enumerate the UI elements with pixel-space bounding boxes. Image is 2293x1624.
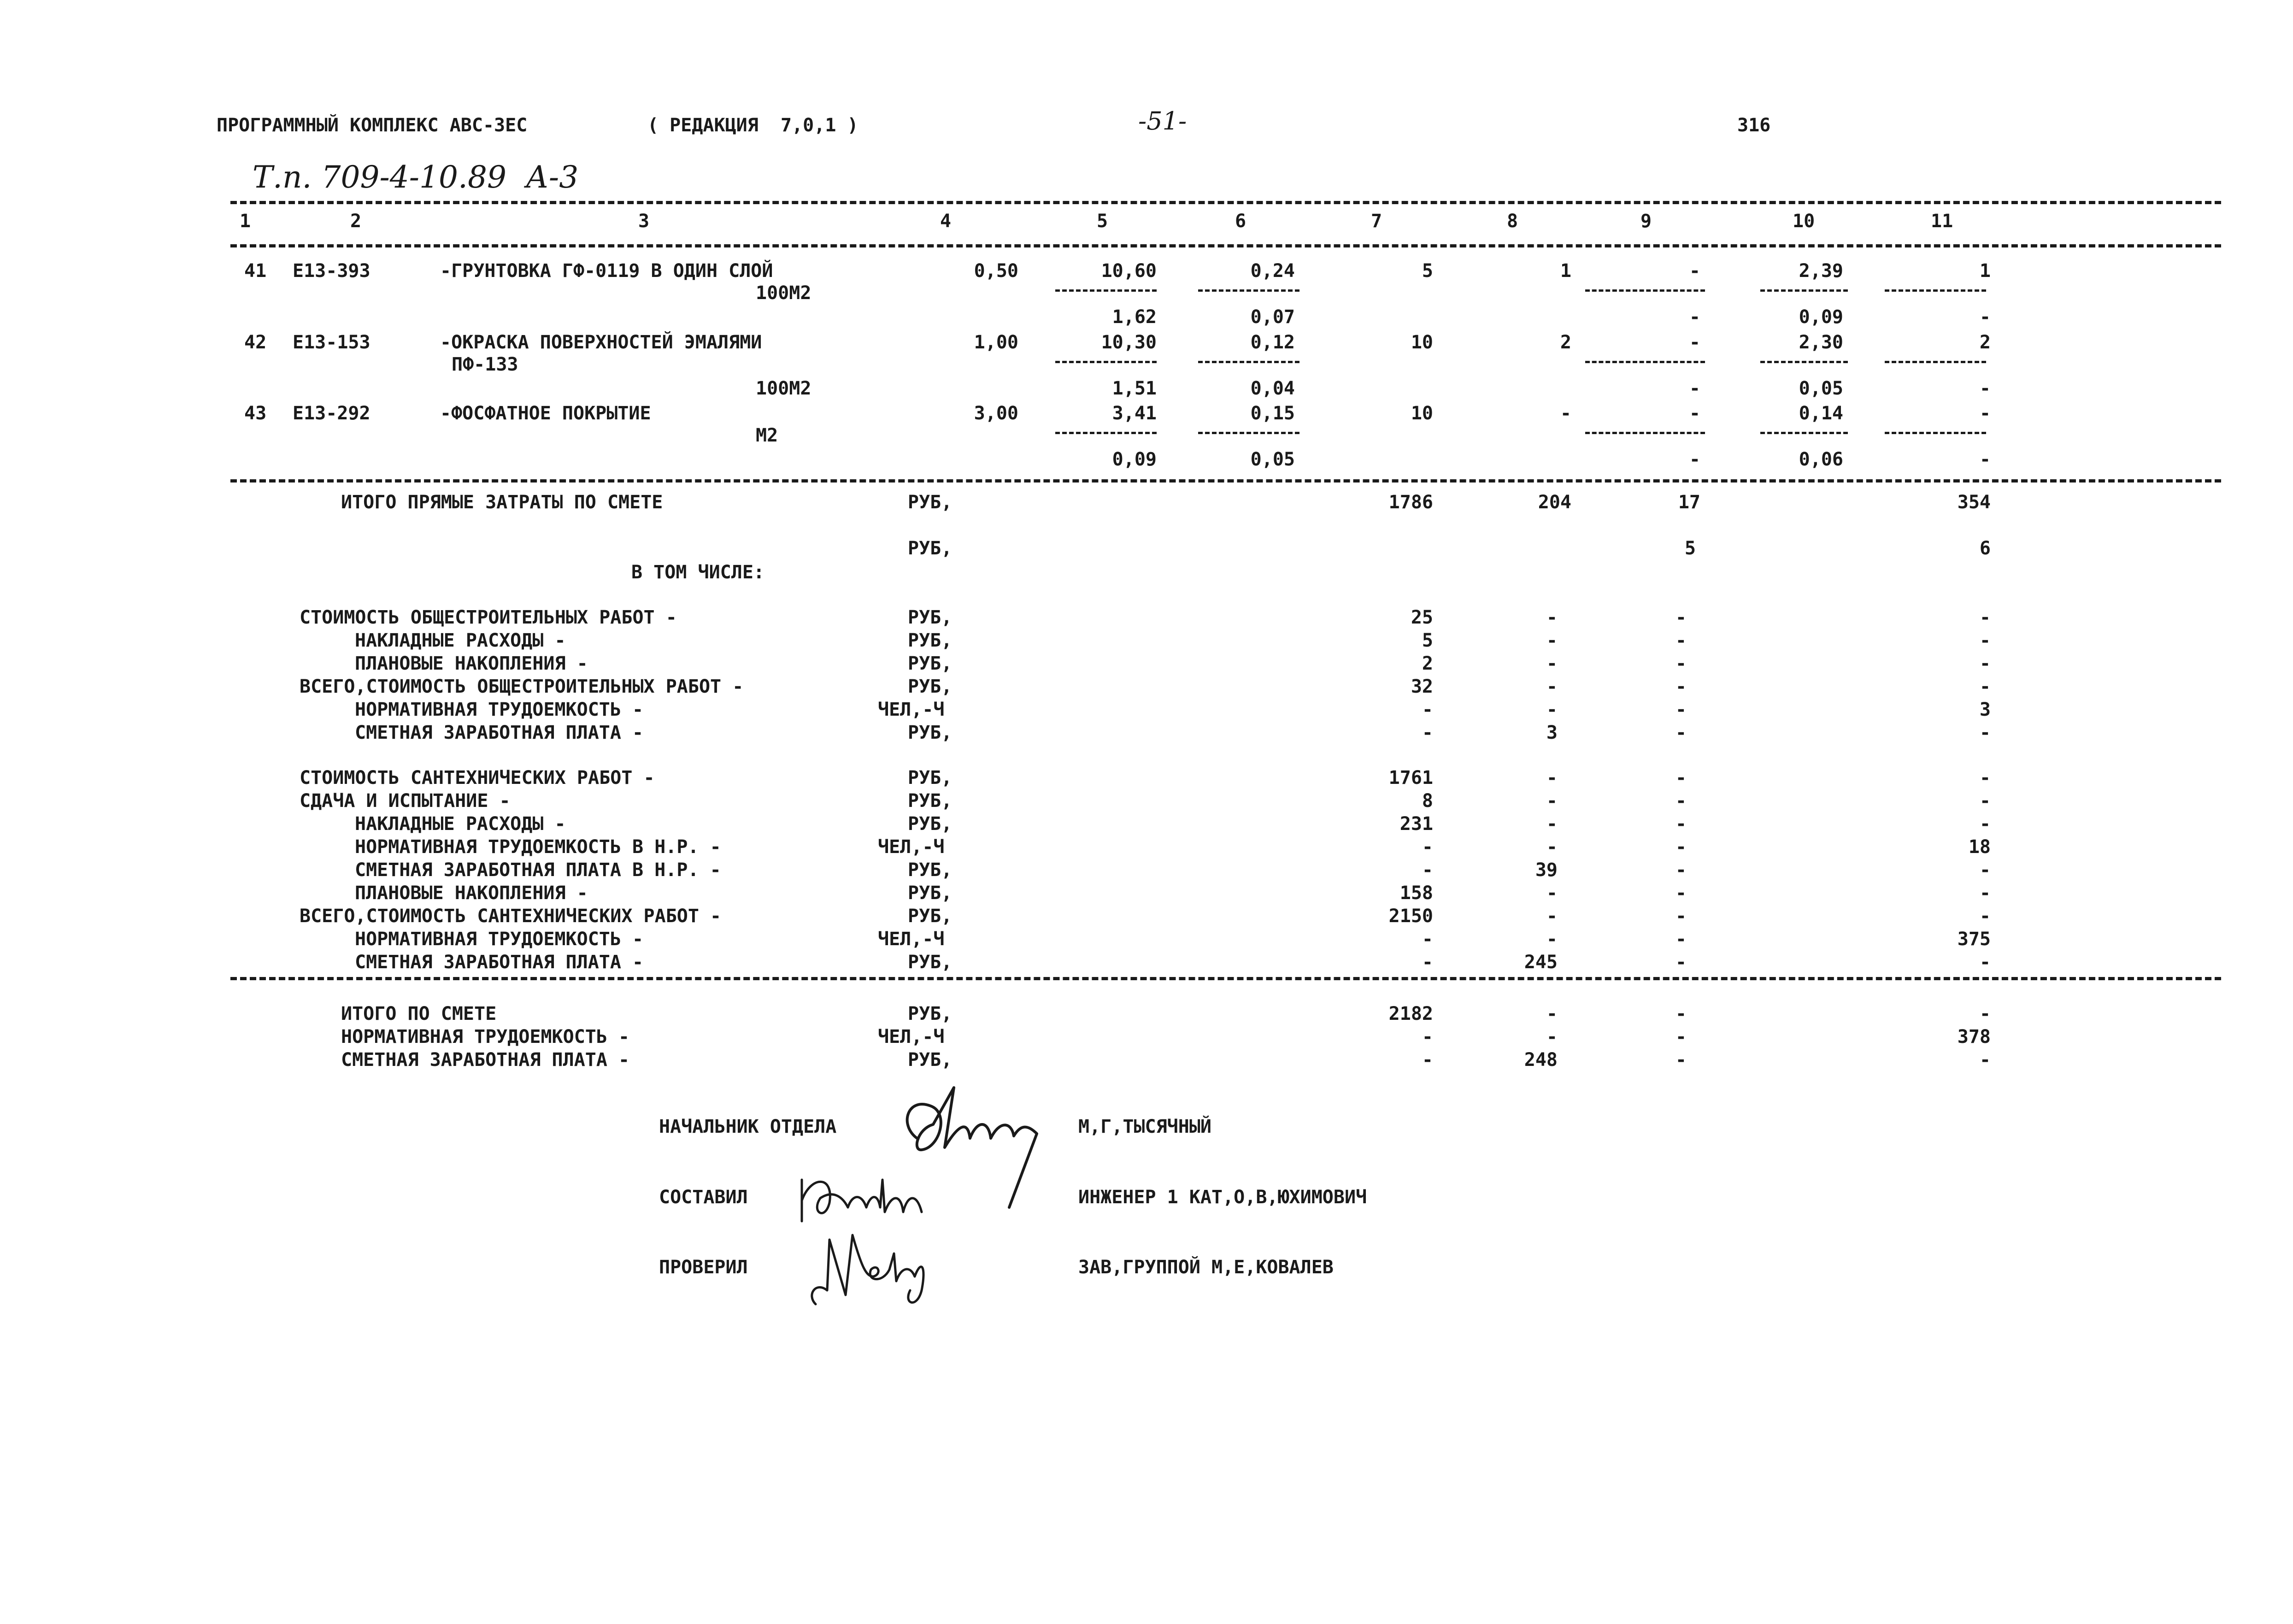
summary-c11: 3 bbox=[1979, 699, 1991, 720]
value-c6: 0,24 bbox=[1250, 260, 1295, 282]
sub-value-s9: - bbox=[1689, 306, 1700, 328]
cell-rule bbox=[1760, 289, 1848, 292]
summary-c9: - bbox=[1675, 813, 1687, 835]
summary-c11: - bbox=[1979, 813, 1991, 835]
row-number: 43 bbox=[244, 403, 267, 424]
summary-c8: - bbox=[1546, 607, 1558, 628]
summary-c7: - bbox=[1422, 952, 1433, 973]
summary-label: НОРМАТИВНАЯ ТРУДОЕМКОСТЬ В Н.Р. - bbox=[355, 836, 721, 858]
edition-label: ( РЕДАКЦИЯ 7,0,1 ) bbox=[647, 115, 858, 136]
direct-total-unit: РУБ, bbox=[908, 492, 952, 513]
cell-rule bbox=[1760, 432, 1848, 434]
summary-label: ПЛАНОВЫЕ НАКОПЛЕНИЯ - bbox=[355, 653, 588, 674]
signature-compiled bbox=[793, 1161, 931, 1230]
summary-c9: - bbox=[1675, 722, 1687, 743]
value-c11: 2 bbox=[1979, 332, 1991, 353]
sub-value-s6: 0,04 bbox=[1250, 378, 1295, 399]
summary-c9: - bbox=[1675, 952, 1687, 973]
summary-label: СМЕТНАЯ ЗАРАБОТНАЯ ПЛАТА - bbox=[355, 722, 644, 743]
value-c4: 1,00 bbox=[974, 332, 1018, 353]
summary-label: СТОИМОСТЬ ОБЩЕСТРОИТЕЛЬНЫХ РАБОТ - bbox=[300, 607, 677, 628]
summary-c7: - bbox=[1422, 859, 1433, 881]
row-number: 41 bbox=[244, 260, 267, 282]
summary-c11: 18 bbox=[1968, 836, 1991, 858]
summary-label: НОРМАТИВНАЯ ТРУДОЕМКОСТЬ - bbox=[355, 699, 644, 720]
summary-c8: - bbox=[1546, 883, 1558, 904]
summary-unit: РУБ, bbox=[908, 906, 952, 927]
column-number: 9 bbox=[1640, 211, 1652, 232]
unit: М2 bbox=[756, 425, 778, 446]
summary-unit: РУБ, bbox=[908, 676, 952, 697]
summary-unit: ЧЕЛ,-Ч bbox=[878, 836, 945, 858]
summary-c7: 32 bbox=[1411, 676, 1433, 697]
summary-unit: РУБ, bbox=[908, 859, 952, 881]
value-c8: - bbox=[1560, 403, 1571, 424]
cell-rule bbox=[1055, 432, 1157, 434]
summary-c7: 2182 bbox=[1388, 1003, 1433, 1024]
value-c7: 5 bbox=[1422, 260, 1433, 282]
summary-c11: - bbox=[1979, 1049, 1991, 1071]
summary-label: СМЕТНАЯ ЗАРАБОТНАЯ ПЛАТА В Н.Р. - bbox=[355, 859, 721, 881]
including-label: В ТОМ ЧИСЛЕ: bbox=[631, 562, 764, 583]
cell-rule bbox=[1198, 289, 1299, 292]
sub-value-s11: - bbox=[1979, 306, 1991, 328]
column-number: 5 bbox=[1097, 211, 1108, 232]
summary-c9: - bbox=[1675, 883, 1687, 904]
value-c7: 10 bbox=[1411, 403, 1433, 424]
summary-c9: - bbox=[1675, 929, 1687, 950]
column-number: 1 bbox=[240, 211, 251, 232]
value-c6: 0,12 bbox=[1250, 332, 1295, 353]
work-name-cont: ПФ-133 bbox=[452, 354, 518, 375]
cell-rule bbox=[1055, 289, 1157, 292]
value-c11: 1 bbox=[1979, 260, 1991, 282]
summary-unit: ЧЕЛ,-Ч bbox=[878, 1026, 945, 1047]
column-number: 11 bbox=[1931, 211, 1953, 232]
summary-label: НАКЛАДНЫЕ РАСХОДЫ - bbox=[355, 630, 566, 651]
summary-c7: 2150 bbox=[1388, 906, 1433, 927]
cell-rule bbox=[1198, 432, 1299, 434]
direct-total-c7: 1786 bbox=[1388, 492, 1433, 513]
value-c9: - bbox=[1689, 403, 1700, 424]
summary-label: НАКЛАДНЫЕ РАСХОДЫ - bbox=[355, 813, 566, 835]
summary-c7: 231 bbox=[1399, 813, 1433, 835]
summary-c7: - bbox=[1422, 1049, 1433, 1071]
role-compiled: СОСТАВИЛ bbox=[659, 1187, 748, 1208]
row-number: 42 bbox=[244, 332, 267, 353]
summary-label: СМЕТНАЯ ЗАРАБОТНАЯ ПЛАТА - bbox=[341, 1049, 630, 1071]
summary-c7: 8 bbox=[1422, 790, 1433, 812]
summary-c11: - bbox=[1979, 906, 1991, 927]
signer-head: М,Г,ТЫСЯЧНЫЙ bbox=[1078, 1116, 1211, 1137]
summary-c9: - bbox=[1675, 859, 1687, 881]
summary-label: ИТОГО ПО СМЕТЕ bbox=[341, 1003, 497, 1024]
column-number: 10 bbox=[1793, 211, 1815, 232]
summary-c8: - bbox=[1546, 699, 1558, 720]
project-code: Т.п. 709-4-10.89 А-3 bbox=[253, 159, 579, 195]
value-c9: - bbox=[1689, 260, 1700, 282]
summary-c9: - bbox=[1675, 767, 1687, 788]
summary-c8: 248 bbox=[1524, 1049, 1558, 1071]
summary-unit: РУБ, bbox=[908, 813, 952, 835]
summary-c8: 245 bbox=[1524, 952, 1558, 973]
cell-rule bbox=[1585, 361, 1705, 363]
cell-rule bbox=[1760, 361, 1848, 363]
value-c11: - bbox=[1979, 403, 1991, 424]
summary-c7: - bbox=[1422, 836, 1433, 858]
column-number: 2 bbox=[350, 211, 362, 232]
summary-label: СТОИМОСТЬ САНТЕХНИЧЕСКИХ РАБОТ - bbox=[300, 767, 655, 788]
summary-unit: РУБ, bbox=[908, 607, 952, 628]
summary-label: СДАЧА И ИСПЫТАНИЕ - bbox=[300, 790, 511, 812]
summary-c11: - bbox=[1979, 952, 1991, 973]
summary-c8: - bbox=[1546, 906, 1558, 927]
direct-total-c11b: 6 bbox=[1979, 538, 1991, 559]
summary-c9: - bbox=[1675, 653, 1687, 674]
value-c6: 0,15 bbox=[1250, 403, 1295, 424]
summary-c7: - bbox=[1422, 722, 1433, 743]
summary-c8: - bbox=[1546, 1026, 1558, 1047]
column-number: 3 bbox=[638, 211, 650, 232]
summary-label: НОРМАТИВНАЯ ТРУДОЕМКОСТЬ - bbox=[341, 1026, 630, 1047]
rule-header bbox=[230, 244, 2221, 247]
page-number: 316 bbox=[1737, 115, 1771, 136]
summary-c9: - bbox=[1675, 790, 1687, 812]
summary-c11: - bbox=[1979, 630, 1991, 651]
direct-total-c11: 354 bbox=[1957, 492, 1991, 513]
summary-c11: - bbox=[1979, 607, 1991, 628]
summary-c11: - bbox=[1979, 767, 1991, 788]
summary-unit: РУБ, bbox=[908, 790, 952, 812]
summary-c11: - bbox=[1979, 883, 1991, 904]
summary-c11: - bbox=[1979, 1003, 1991, 1024]
cell-rule bbox=[1055, 361, 1157, 363]
signature-checked bbox=[802, 1226, 931, 1313]
sub-value-s10: 0,06 bbox=[1799, 449, 1843, 470]
cell-rule bbox=[1885, 289, 1986, 292]
sub-value-s10: 0,05 bbox=[1799, 378, 1843, 399]
summary-c8: - bbox=[1546, 630, 1558, 651]
signer-compiled: ИНЖЕНЕР 1 КАТ,О,В,ЮХИМОВИЧ bbox=[1078, 1187, 1367, 1208]
column-number: 8 bbox=[1507, 211, 1518, 232]
role-head: НАЧАЛЬНИК ОТДЕЛА bbox=[659, 1116, 837, 1137]
cell-rule bbox=[1885, 432, 1986, 434]
summary-c11: - bbox=[1979, 859, 1991, 881]
value-c5: 10,30 bbox=[1101, 332, 1157, 353]
value-c5: 3,41 bbox=[1112, 403, 1157, 424]
role-checked: ПРОВЕРИЛ bbox=[659, 1257, 748, 1278]
summary-c8: - bbox=[1546, 653, 1558, 674]
summary-c7: 5 bbox=[1422, 630, 1433, 651]
page-mark: -51- bbox=[1138, 106, 1187, 135]
sub-value-s9: - bbox=[1689, 378, 1700, 399]
summary-c11: - bbox=[1979, 653, 1991, 674]
summary-unit: РУБ, bbox=[908, 883, 952, 904]
column-number: 6 bbox=[1235, 211, 1246, 232]
cell-rule bbox=[1885, 361, 1986, 363]
summary-c9: - bbox=[1675, 836, 1687, 858]
work-name: -ФОСФАТНОЕ ПОКРЫТИЕ bbox=[440, 403, 651, 424]
sub-value-s5: 1,62 bbox=[1112, 306, 1157, 328]
value-c10: 0,14 bbox=[1799, 403, 1843, 424]
value-c4: 0,50 bbox=[974, 260, 1018, 282]
summary-label: ВСЕГО,СТОИМОСТЬ САНТЕХНИЧЕСКИХ РАБОТ - bbox=[300, 906, 722, 927]
sub-value-s5: 1,51 bbox=[1112, 378, 1157, 399]
value-c7: 10 bbox=[1411, 332, 1433, 353]
summary-unit: РУБ, bbox=[908, 653, 952, 674]
sub-value-s9: - bbox=[1689, 449, 1700, 470]
summary-c7: 1761 bbox=[1388, 767, 1433, 788]
summary-c8: 3 bbox=[1546, 722, 1558, 743]
cell-rule bbox=[1585, 432, 1705, 434]
work-name: -ГРУНТОВКА ГФ-0119 В ОДИН СЛОЙ bbox=[440, 260, 773, 282]
rate-code: Е13-292 bbox=[293, 403, 370, 424]
summary-unit: ЧЕЛ,-Ч bbox=[878, 699, 945, 720]
summary-c7: 158 bbox=[1399, 883, 1433, 904]
summary-unit: ЧЕЛ,-Ч bbox=[878, 929, 945, 950]
summary-c9: - bbox=[1675, 699, 1687, 720]
sub-value-s11: - bbox=[1979, 449, 1991, 470]
sub-value-s6: 0,07 bbox=[1250, 306, 1295, 328]
summary-c11: - bbox=[1979, 676, 1991, 697]
summary-c7: - bbox=[1422, 699, 1433, 720]
summary-unit: РУБ, bbox=[908, 1049, 952, 1071]
value-c4: 3,00 bbox=[974, 403, 1018, 424]
sub-value-s6: 0,05 bbox=[1250, 449, 1295, 470]
column-number: 7 bbox=[1371, 211, 1382, 232]
summary-c11: - bbox=[1979, 722, 1991, 743]
summary-c9: - bbox=[1675, 676, 1687, 697]
cell-rule bbox=[1198, 361, 1299, 363]
summary-unit: РУБ, bbox=[908, 952, 952, 973]
summary-label: ВСЕГО,СТОИМОСТЬ ОБЩЕСТРОИТЕЛЬНЫХ РАБОТ - bbox=[300, 676, 744, 697]
summary-label: ПЛАНОВЫЕ НАКОПЛЕНИЯ - bbox=[355, 883, 588, 904]
work-name: -ОКРАСКА ПОВЕРХНОСТЕЙ ЭМАЛЯМИ bbox=[440, 332, 762, 353]
value-c10: 2,30 bbox=[1799, 332, 1843, 353]
column-number: 4 bbox=[940, 211, 952, 232]
summary-c9: - bbox=[1675, 630, 1687, 651]
direct-total-c8: 204 bbox=[1538, 492, 1571, 513]
summary-c11: - bbox=[1979, 790, 1991, 812]
rule-items-end bbox=[230, 479, 2221, 482]
summary-c7: 2 bbox=[1422, 653, 1433, 674]
rate-code: Е13-153 bbox=[293, 332, 370, 353]
rule-top bbox=[230, 201, 2221, 204]
summary-c8: - bbox=[1546, 813, 1558, 835]
summary-c8: - bbox=[1546, 790, 1558, 812]
direct-total-unit2: РУБ, bbox=[908, 538, 952, 559]
unit: 100М2 bbox=[756, 378, 811, 399]
summary-label: НОРМАТИВНАЯ ТРУДОЕМКОСТЬ - bbox=[355, 929, 644, 950]
summary-unit: РУБ, bbox=[908, 630, 952, 651]
sub-value-s10: 0,09 bbox=[1799, 306, 1843, 328]
summary-c9: - bbox=[1675, 1026, 1687, 1047]
summary-c8: 39 bbox=[1535, 859, 1558, 881]
summary-c8: - bbox=[1546, 836, 1558, 858]
value-c8: 1 bbox=[1560, 260, 1571, 282]
sub-value-s11: - bbox=[1979, 378, 1991, 399]
summary-c11: 375 bbox=[1957, 929, 1991, 950]
direct-total-c9: 17 bbox=[1678, 492, 1700, 513]
summary-c9: - bbox=[1675, 607, 1687, 628]
summary-c8: - bbox=[1546, 1003, 1558, 1024]
sub-value-s5: 0,09 bbox=[1112, 449, 1157, 470]
value-c8: 2 bbox=[1560, 332, 1571, 353]
summary-c8: - bbox=[1546, 767, 1558, 788]
value-c5: 10,60 bbox=[1101, 260, 1157, 282]
summary-c9: - bbox=[1675, 1049, 1687, 1071]
summary-c11: 378 bbox=[1957, 1026, 1991, 1047]
summary-unit: РУБ, bbox=[908, 767, 952, 788]
signer-checked: ЗАВ,ГРУППОЙ М,Е,КОВАЛЕВ bbox=[1078, 1257, 1334, 1278]
unit: 100М2 bbox=[756, 282, 811, 304]
value-c10: 2,39 bbox=[1799, 260, 1843, 282]
rule-blocks-end bbox=[230, 977, 2221, 980]
summary-c7: - bbox=[1422, 1026, 1433, 1047]
rate-code: Е13-393 bbox=[293, 260, 370, 282]
summary-c8: - bbox=[1546, 676, 1558, 697]
summary-unit: РУБ, bbox=[908, 722, 952, 743]
direct-total-c9b: 5 bbox=[1684, 538, 1696, 559]
summary-c8: - bbox=[1546, 929, 1558, 950]
summary-c9: - bbox=[1675, 1003, 1687, 1024]
summary-unit: РУБ, bbox=[908, 1003, 952, 1024]
program-title: ПРОГРАММНЫЙ КОМПЛЕКС АВС-3ЕС bbox=[217, 115, 528, 136]
summary-c7: 25 bbox=[1411, 607, 1433, 628]
value-c9: - bbox=[1689, 332, 1700, 353]
cell-rule bbox=[1585, 289, 1705, 292]
direct-total-label: ИТОГО ПРЯМЫЕ ЗАТРАТЫ ПО СМЕТЕ bbox=[341, 492, 663, 513]
summary-c7: - bbox=[1422, 929, 1433, 950]
summary-c9: - bbox=[1675, 906, 1687, 927]
summary-label: СМЕТНАЯ ЗАРАБОТНАЯ ПЛАТА - bbox=[355, 952, 644, 973]
